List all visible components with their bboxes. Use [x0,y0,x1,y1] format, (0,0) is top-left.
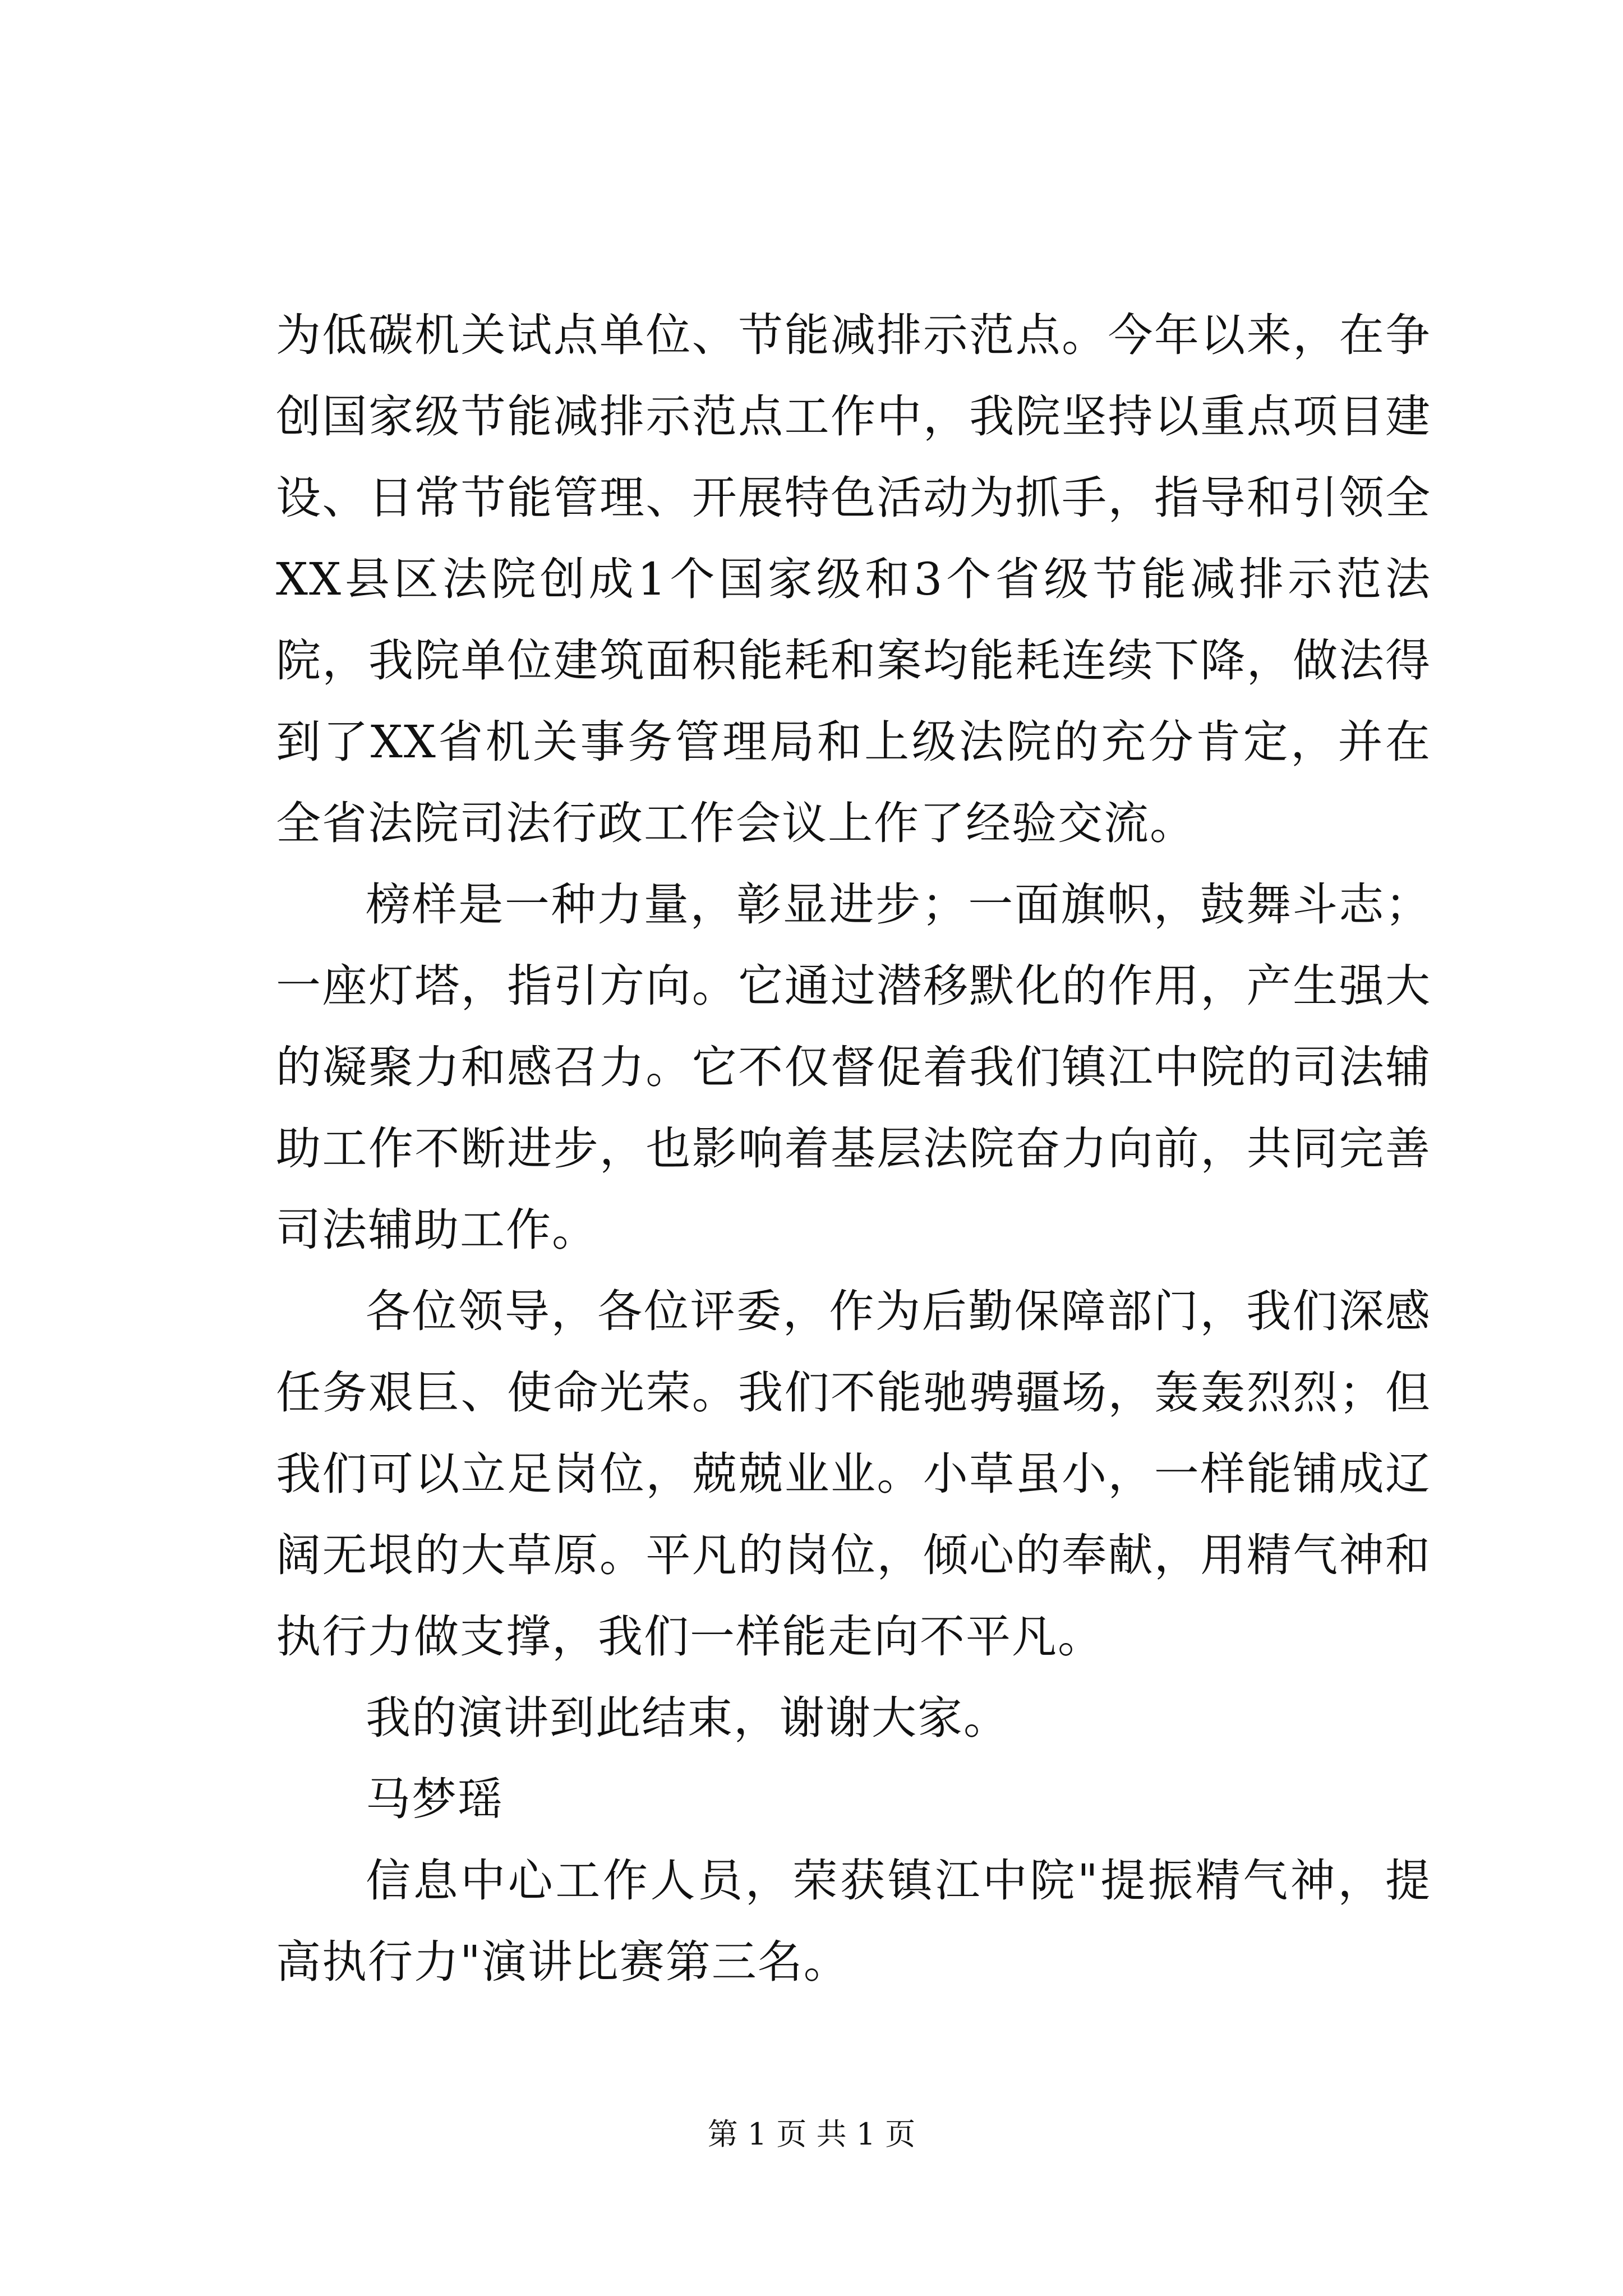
page-footer: 第 1 页 共 1 页 [707,2116,916,2152]
paragraph-3: 各位领导，各位评委，作为后勤保障部门，我们深感任务艰巨、使命光荣。我们不能驰骋疆场，轰轰烈烈；但我们可以立足岗位，兢兢业业。小草虽小，一样能铺成辽阔无垠的大草原。平凡的岗位，倾心的奉献，用精气神和执行力做支撑，我们一样能走向不平凡。 [276,1285,1431,1663]
paragraph-1: 为低碳机关试点单位、节能减排示范点。今年以来，在争创国家级节能减排示范点工作中，我院坚持以重点项目建设、日常节能管理、开展特色活动为抓手，指导和引领全XX县区法院创成1个国家级和3个省级节能减排示范法院，我院单位建筑面积能耗和案均能耗连续下降，做法得到了XX省机关事务管理局和上级法院的充分肯定，并在全省法院司法行政工作会议上作了经验交流。 [276,309,1431,849]
paragraph-closing: 我的演讲到此结束，谢谢大家。 [366,1692,1009,1744]
speaker-name: 马梦瑶 [366,1773,504,1825]
speaker-description: 信息中心工作人员，荣获镇江中院"提振精气神，提高执行力"演讲比赛第三名。 [276,1855,1431,1988]
paragraph-2: 榜样是一种力量，彰显进步；一面旗帜，鼓舞斗志；一座灯塔，指引方向。它通过潜移默化的作用，产生强大的凝聚力和感召力。它不仅督促着我们镇江中院的司法辅助工作不断进步，也影响着基层法院奋力向前，共同完善司法辅助工作。 [276,878,1431,1256]
document-body [276,295,1431,2003]
